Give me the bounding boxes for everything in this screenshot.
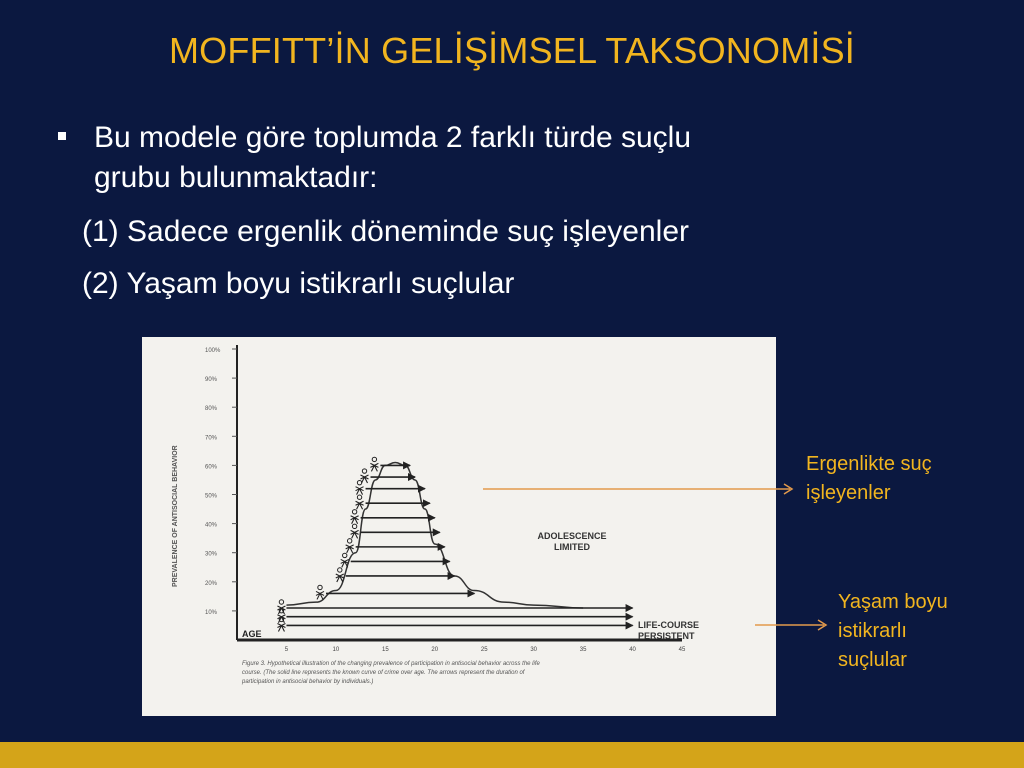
callout-life-course-line1: Yaşam boyu: [838, 591, 948, 613]
x-tick-label: 20: [431, 647, 439, 653]
y-tick-label: 80%: [205, 406, 218, 413]
x-axis-label: AGE: [242, 629, 262, 639]
sub-item-life-course: (2) Yaşam boyu istikrarlı suçlular: [82, 267, 515, 300]
figure-caption-line: Figure 3. Hypothetical illustration of the changing prevalence of participation in antisocial behavior across the life: [242, 661, 540, 667]
annotation-adolescence-limited: LIMITED: [554, 542, 590, 552]
y-axis-label: PREVALENCE OF ANTISOCIAL BEHAVIOR: [172, 445, 179, 587]
x-tick-label: 30: [530, 647, 538, 653]
y-tick-label: 90%: [205, 377, 218, 384]
figure-caption-line: participation in antisocial behavior by individuals.): [242, 679, 374, 685]
y-tick-label: 10%: [205, 609, 218, 616]
x-tick-label: 40: [629, 647, 636, 653]
bullet-text-line2: grubu bulunmaktadır:: [94, 161, 378, 194]
bullet-text-line1: Bu modele göre toplumda 2 farklı türde suçlu: [94, 121, 691, 154]
y-tick-label: 100%: [205, 348, 221, 354]
y-tick-label: 70%: [205, 435, 218, 442]
callout-life-course-line2: istikrarlı: [838, 620, 907, 642]
callout-adolescence-line2: işleyenler: [806, 482, 891, 504]
slide-title: MOFFITT’İN GELİŞİMSEL TAKSONOMİSİ: [168, 30, 855, 71]
x-tick-label: 15: [381, 647, 389, 653]
y-tick-label: 30%: [205, 551, 218, 558]
annotation-adolescence-limited: ADOLESCENCE: [537, 531, 607, 541]
y-tick-label: 60%: [205, 464, 218, 471]
callout-life-course-line3: suçlular: [838, 649, 907, 671]
figure-caption-line: course. (The solid line represents the known curve of crime over age. The arrows represent the duration of: [242, 670, 525, 676]
annotation-life-course-persistent: PERSISTENT: [638, 631, 695, 641]
x-tick-label: 45: [678, 647, 686, 653]
y-tick-label: 50%: [205, 493, 218, 500]
y-tick-label: 20%: [205, 580, 218, 587]
annotation-life-course-persistent: LIFE-COURSE: [638, 620, 700, 630]
x-tick-label: 10: [332, 647, 340, 653]
callout-adolescence-line1: Ergenlikte suç: [806, 453, 932, 475]
sub-item-adolescence: (1) Sadece ergenlik döneminde suç işleyenler: [82, 215, 690, 248]
x-tick-label: 25: [480, 647, 488, 653]
x-tick-label: 5: [284, 647, 289, 653]
footer-band: [0, 742, 1024, 768]
x-tick-label: 35: [579, 647, 587, 653]
y-tick-label: 40%: [205, 522, 218, 529]
